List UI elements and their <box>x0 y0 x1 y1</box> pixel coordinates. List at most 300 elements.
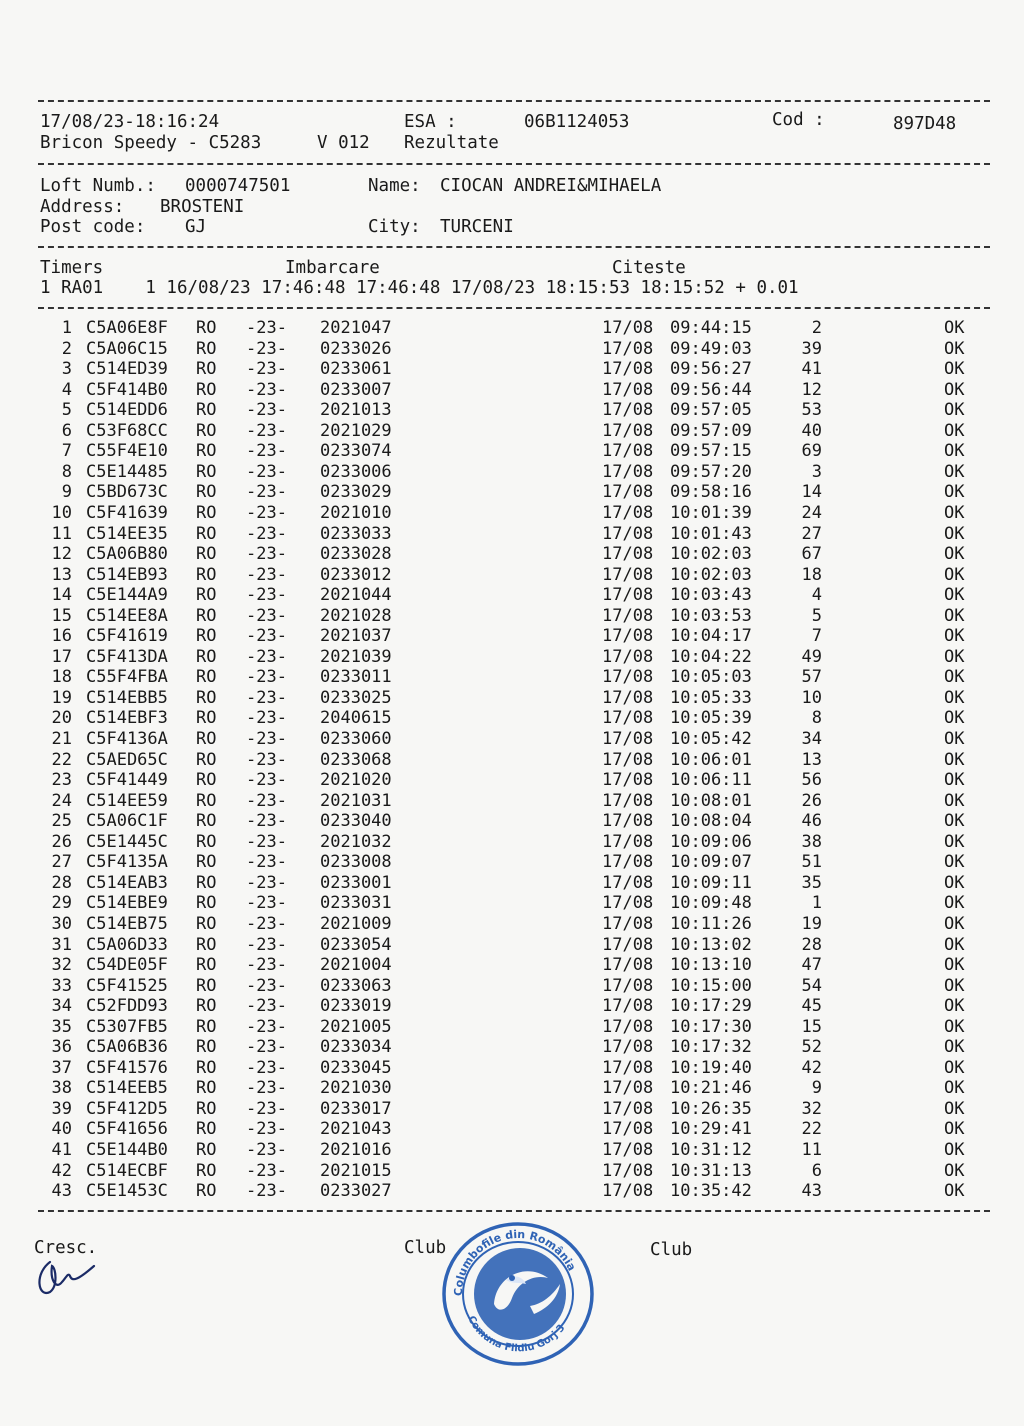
arrival-time: 10:08:04 <box>670 811 752 832</box>
ring-number: 0233028 <box>320 544 392 565</box>
country-code: RO <box>196 544 217 565</box>
ring-id: C514EBE9 <box>86 893 168 914</box>
ring-id: C55F4E10 <box>86 441 168 462</box>
ring-year: -23- <box>246 667 287 688</box>
table-row <box>0 832 1024 853</box>
ring-id: C5A06C15 <box>86 338 168 359</box>
arrival-time: 10:04:22 <box>670 646 752 667</box>
row-index: 1 <box>61 318 72 338</box>
row-index: 34 <box>51 996 72 1017</box>
country-code: RO <box>196 749 217 770</box>
arrival-time: 09:57:05 <box>670 400 752 421</box>
arrival-date: 17/08 <box>602 461 654 482</box>
status-ok: OK <box>944 1160 965 1181</box>
ring-id: C5F41525 <box>86 975 168 996</box>
row-index: 14 <box>51 585 72 606</box>
arrival-time: 10:02:03 <box>670 544 752 565</box>
position: 45 <box>801 996 822 1017</box>
ring-year: -23- <box>246 1160 287 1181</box>
arrival-time: 09:57:20 <box>670 461 752 482</box>
ring-year: -23- <box>246 502 287 523</box>
arrival-date: 17/08 <box>602 1016 654 1037</box>
ring-year: -23- <box>246 1078 287 1099</box>
status-ok: OK <box>944 626 965 647</box>
position: 51 <box>801 852 822 873</box>
position: 26 <box>801 790 822 811</box>
arrival-date: 17/08 <box>602 420 654 441</box>
ring-number: 0233034 <box>320 1037 392 1058</box>
row-index: 10 <box>51 502 72 523</box>
ring-id: C5F41656 <box>86 1119 168 1140</box>
ring-number: 2021005 <box>320 1016 392 1037</box>
table-row <box>0 524 1024 545</box>
ring-number: 2021037 <box>320 626 392 647</box>
status-ok: OK <box>944 687 965 708</box>
ring-id: C5F41576 <box>86 1057 168 1078</box>
status-ok: OK <box>944 955 965 976</box>
ring-number: 2021032 <box>320 831 392 852</box>
stamp-text-bottom: Comuna Fildiu Gorj 3 <box>465 1314 568 1355</box>
ring-year: -23- <box>246 749 287 770</box>
status-ok: OK <box>944 1181 965 1202</box>
arrival-date: 17/08 <box>602 318 654 338</box>
row-index: 12 <box>51 544 72 565</box>
arrival-date: 17/08 <box>602 482 654 503</box>
arrival-time: 10:15:00 <box>670 975 752 996</box>
ring-number: 2021047 <box>320 318 392 338</box>
table-row <box>0 811 1024 832</box>
table-row <box>0 606 1024 627</box>
ring-year: -23- <box>246 1098 287 1119</box>
arrival-time: 10:11:26 <box>670 913 752 934</box>
country-code: RO <box>196 872 217 893</box>
ring-id: C5E1445C <box>86 831 168 852</box>
status-ok: OK <box>944 318 965 338</box>
arrival-date: 17/08 <box>602 359 654 380</box>
position: 52 <box>801 1037 822 1058</box>
ring-year: -23- <box>246 729 287 749</box>
arrival-time: 10:09:11 <box>670 872 752 893</box>
status-ok: OK <box>944 359 965 380</box>
separator-owner <box>38 246 990 248</box>
position: 27 <box>801 523 822 544</box>
row-index: 29 <box>51 893 72 914</box>
position: 42 <box>801 1057 822 1078</box>
arrival-time: 09:57:15 <box>670 441 752 462</box>
country-code: RO <box>196 1057 217 1078</box>
arrival-date: 17/08 <box>602 1181 654 1202</box>
arrival-time: 10:09:07 <box>670 852 752 873</box>
ring-number: 0233033 <box>320 523 392 544</box>
ring-id: C5A06B36 <box>86 1037 168 1058</box>
row-index: 18 <box>51 667 72 688</box>
ring-id: C53F68CC <box>86 420 168 441</box>
table-row <box>0 770 1024 791</box>
arrival-time: 10:17:30 <box>670 1016 752 1037</box>
ring-id: C5F414B0 <box>86 379 168 400</box>
arrival-date: 17/08 <box>602 955 654 976</box>
status-ok: OK <box>944 1140 965 1160</box>
arrival-time: 10:05:33 <box>670 687 752 708</box>
arrival-time: 09:56:44 <box>670 379 752 400</box>
country-code: RO <box>196 811 217 832</box>
arrival-date: 17/08 <box>602 1057 654 1078</box>
table-row <box>0 976 1024 997</box>
ring-number: 2021015 <box>320 1160 392 1181</box>
country-code: RO <box>196 585 217 606</box>
separator-timers <box>38 307 990 309</box>
ring-number: 0233017 <box>320 1098 392 1119</box>
timers-label: Timers <box>40 258 104 278</box>
ring-number: 0233001 <box>320 872 392 893</box>
ring-number: 2021043 <box>320 1119 392 1140</box>
row-index: 20 <box>51 708 72 729</box>
status-ok: OK <box>944 729 965 749</box>
status-ok: OK <box>944 667 965 688</box>
row-index: 24 <box>51 790 72 811</box>
table-row <box>0 729 1024 750</box>
arrival-time: 10:03:43 <box>670 585 752 606</box>
table-row <box>0 585 1024 606</box>
ring-number: 0233045 <box>320 1057 392 1078</box>
table-row <box>0 421 1024 442</box>
row-index: 40 <box>51 1119 72 1140</box>
arrival-time: 10:06:11 <box>670 770 752 791</box>
country-code: RO <box>196 996 217 1017</box>
arrival-date: 17/08 <box>602 811 654 832</box>
status-ok: OK <box>944 461 965 482</box>
country-code: RO <box>196 318 217 338</box>
club-label-left: Club <box>404 1238 447 1258</box>
table-row <box>0 462 1024 483</box>
ring-number: 2021044 <box>320 585 392 606</box>
country-code: RO <box>196 400 217 421</box>
arrival-date: 17/08 <box>602 913 654 934</box>
position: 10 <box>801 687 822 708</box>
ring-number: 0233012 <box>320 564 392 585</box>
row-index: 30 <box>51 913 72 934</box>
arrival-time: 10:06:01 <box>670 749 752 770</box>
table-row <box>0 441 1024 462</box>
table-row <box>0 503 1024 524</box>
row-index: 21 <box>51 729 72 749</box>
country-code: RO <box>196 1037 217 1058</box>
esa-value: 06B1124053 <box>524 112 630 132</box>
row-index: 2 <box>61 338 72 359</box>
country-code: RO <box>196 420 217 441</box>
ring-id: C5E14485 <box>86 461 168 482</box>
table-row <box>0 667 1024 688</box>
status-ok: OK <box>944 749 965 770</box>
country-code: RO <box>196 831 217 852</box>
ring-number: 2021020 <box>320 770 392 791</box>
status-ok: OK <box>944 831 965 852</box>
row-index: 26 <box>51 831 72 852</box>
cod-label: Cod : <box>772 110 825 130</box>
status-ok: OK <box>944 379 965 400</box>
table-row <box>0 852 1024 873</box>
status-ok: OK <box>944 544 965 565</box>
status-ok: OK <box>944 1016 965 1037</box>
position: 18 <box>801 564 822 585</box>
position: 14 <box>801 482 822 503</box>
table-row <box>0 647 1024 668</box>
position: 41 <box>801 359 822 380</box>
country-code: RO <box>196 1078 217 1099</box>
ring-id: C52FDD93 <box>86 996 168 1017</box>
table-row <box>0 688 1024 709</box>
arrival-date: 17/08 <box>602 1160 654 1181</box>
ring-number: 0233008 <box>320 852 392 873</box>
arrival-date: 17/08 <box>602 605 654 626</box>
ring-number: 0233063 <box>320 975 392 996</box>
ring-number: 0233031 <box>320 893 392 914</box>
ring-year: -23- <box>246 338 287 359</box>
ring-year: -23- <box>246 1119 287 1140</box>
arrival-date: 17/08 <box>602 831 654 852</box>
ring-id: C5F413DA <box>86 646 168 667</box>
table-row <box>0 1037 1024 1058</box>
arrival-time: 09:44:15 <box>670 318 752 338</box>
country-code: RO <box>196 1140 217 1160</box>
position: 3 <box>811 461 822 482</box>
table-row <box>0 750 1024 771</box>
arrival-date: 17/08 <box>602 502 654 523</box>
country-code: RO <box>196 379 217 400</box>
ring-number: 2021004 <box>320 955 392 976</box>
ring-year: -23- <box>246 790 287 811</box>
ring-year: -23- <box>246 872 287 893</box>
table-row <box>0 1017 1024 1038</box>
status-ok: OK <box>944 482 965 503</box>
arrival-time: 10:05:39 <box>670 708 752 729</box>
ring-year: -23- <box>246 585 287 606</box>
country-code: RO <box>196 913 217 934</box>
cod-value: 897D48 <box>893 114 957 134</box>
status-ok: OK <box>944 975 965 996</box>
ring-id: C514EB75 <box>86 913 168 934</box>
position: 49 <box>801 646 822 667</box>
arrival-date: 17/08 <box>602 996 654 1017</box>
arrival-time: 10:31:13 <box>670 1160 752 1181</box>
ring-id: C514EDD6 <box>86 400 168 421</box>
arrival-date: 17/08 <box>602 893 654 914</box>
position: 2 <box>811 318 822 338</box>
ring-id: C514ECBF <box>86 1160 168 1181</box>
stamp-text-top: Columbofile din România <box>451 1227 579 1297</box>
table-row <box>0 1119 1024 1140</box>
country-code: RO <box>196 1181 217 1202</box>
row-index: 7 <box>61 441 72 462</box>
country-code: RO <box>196 770 217 791</box>
ring-number: 2021009 <box>320 913 392 934</box>
arrival-time: 09:58:16 <box>670 482 752 503</box>
arrival-date: 17/08 <box>602 441 654 462</box>
country-code: RO <box>196 626 217 647</box>
separator-top <box>38 100 990 102</box>
club-stamp-icon <box>438 1218 596 1368</box>
ring-id: C514EE35 <box>86 523 168 544</box>
name-label: Name: <box>368 176 421 196</box>
position: 40 <box>801 420 822 441</box>
status-ok: OK <box>944 996 965 1017</box>
signature-icon <box>28 1252 118 1302</box>
position: 1 <box>811 893 822 914</box>
ring-year: -23- <box>246 441 287 462</box>
status-ok: OK <box>944 564 965 585</box>
row-index: 17 <box>51 646 72 667</box>
table-row <box>0 565 1024 586</box>
arrival-date: 17/08 <box>602 646 654 667</box>
table-row <box>0 708 1024 729</box>
ring-id: C514EB93 <box>86 564 168 585</box>
ring-year: -23- <box>246 1037 287 1058</box>
position: 38 <box>801 831 822 852</box>
country-code: RO <box>196 1016 217 1037</box>
ring-id: C5307FB5 <box>86 1016 168 1037</box>
row-index: 43 <box>51 1181 72 1202</box>
ring-id: C5F41619 <box>86 626 168 647</box>
ring-number: 0233074 <box>320 441 392 462</box>
ring-number: 0233061 <box>320 359 392 380</box>
city-label: City: <box>368 217 421 237</box>
table-row <box>0 544 1024 565</box>
status-ok: OK <box>944 420 965 441</box>
table-row <box>0 996 1024 1017</box>
arrival-time: 10:02:03 <box>670 564 752 585</box>
arrival-date: 17/08 <box>602 790 654 811</box>
status-ok: OK <box>944 790 965 811</box>
table-row <box>0 1140 1024 1161</box>
position: 11 <box>801 1140 822 1160</box>
row-index: 39 <box>51 1098 72 1119</box>
ring-year: -23- <box>246 831 287 852</box>
status-ok: OK <box>944 893 965 914</box>
loft-label: Loft Numb.: <box>40 176 156 196</box>
arrival-date: 17/08 <box>602 1078 654 1099</box>
table-row <box>0 1099 1024 1120</box>
country-code: RO <box>196 338 217 359</box>
country-code: RO <box>196 667 217 688</box>
arrival-time: 10:31:12 <box>670 1140 752 1160</box>
arrival-date: 17/08 <box>602 708 654 729</box>
table-row <box>0 482 1024 503</box>
position: 32 <box>801 1098 822 1119</box>
arrival-date: 17/08 <box>602 544 654 565</box>
position: 39 <box>801 338 822 359</box>
country-code: RO <box>196 955 217 976</box>
ring-year: -23- <box>246 1140 287 1160</box>
ring-year: -23- <box>246 646 287 667</box>
row-index: 6 <box>61 420 72 441</box>
arrival-date: 17/08 <box>602 667 654 688</box>
ring-number: 0233025 <box>320 687 392 708</box>
post-code-value: GJ <box>185 217 207 237</box>
row-index: 35 <box>51 1016 72 1037</box>
position: 7 <box>811 626 822 647</box>
ring-number: 2021029 <box>320 420 392 441</box>
table-row <box>0 1078 1024 1099</box>
row-index: 32 <box>51 955 72 976</box>
arrival-time: 10:26:35 <box>670 1098 752 1119</box>
ring-year: -23- <box>246 420 287 441</box>
status-ok: OK <box>944 913 965 934</box>
ring-number: 0233054 <box>320 934 392 955</box>
arrival-date: 17/08 <box>602 626 654 647</box>
arrival-time: 10:05:03 <box>670 667 752 688</box>
position: 56 <box>801 770 822 791</box>
country-code: RO <box>196 729 217 749</box>
arrival-date: 17/08 <box>602 934 654 955</box>
arrival-time: 10:35:42 <box>670 1181 752 1202</box>
country-code: RO <box>196 893 217 914</box>
ring-number: 2021031 <box>320 790 392 811</box>
country-code: RO <box>196 502 217 523</box>
ring-id: C5BD673C <box>86 482 168 503</box>
ring-number: 0233019 <box>320 996 392 1017</box>
country-code: RO <box>196 646 217 667</box>
ring-year: -23- <box>246 461 287 482</box>
status-ok: OK <box>944 1037 965 1058</box>
print-datetime: 17/08/23-18:16:24 <box>40 112 220 132</box>
ring-year: -23- <box>246 975 287 996</box>
ring-year: -23- <box>246 811 287 832</box>
position: 34 <box>801 729 822 749</box>
row-index: 42 <box>51 1160 72 1181</box>
country-code: RO <box>196 359 217 380</box>
position: 13 <box>801 749 822 770</box>
ring-number: 0233007 <box>320 379 392 400</box>
ring-id: C5F4136A <box>86 729 168 749</box>
country-code: RO <box>196 461 217 482</box>
arrival-time: 09:57:09 <box>670 420 752 441</box>
table-row <box>0 339 1024 360</box>
country-code: RO <box>196 975 217 996</box>
country-code: RO <box>196 1160 217 1181</box>
row-index: 31 <box>51 934 72 955</box>
ring-number: 0233029 <box>320 482 392 503</box>
ring-number: 0233060 <box>320 729 392 749</box>
ring-number: 2021030 <box>320 1078 392 1099</box>
country-code: RO <box>196 1119 217 1140</box>
ring-year: -23- <box>246 687 287 708</box>
country-code: RO <box>196 934 217 955</box>
ring-number: 0233068 <box>320 749 392 770</box>
table-row <box>0 1181 1024 1202</box>
status-ok: OK <box>944 605 965 626</box>
position: 46 <box>801 811 822 832</box>
arrival-time: 10:01:39 <box>670 502 752 523</box>
position: 54 <box>801 975 822 996</box>
ring-id: C5E1453C <box>86 1181 168 1202</box>
ring-year: -23- <box>246 996 287 1017</box>
arrival-date: 17/08 <box>602 1140 654 1160</box>
position: 24 <box>801 502 822 523</box>
position: 35 <box>801 872 822 893</box>
ring-year: -23- <box>246 852 287 873</box>
row-index: 3 <box>61 359 72 380</box>
ring-id: C514EEB5 <box>86 1078 168 1099</box>
arrival-date: 17/08 <box>602 852 654 873</box>
arrival-time: 10:17:29 <box>670 996 752 1017</box>
ring-id: C5F41449 <box>86 770 168 791</box>
status-ok: OK <box>944 934 965 955</box>
position: 43 <box>801 1181 822 1202</box>
arrival-date: 17/08 <box>602 1037 654 1058</box>
arrival-time: 10:01:43 <box>670 523 752 544</box>
country-code: RO <box>196 708 217 729</box>
row-index: 27 <box>51 852 72 873</box>
